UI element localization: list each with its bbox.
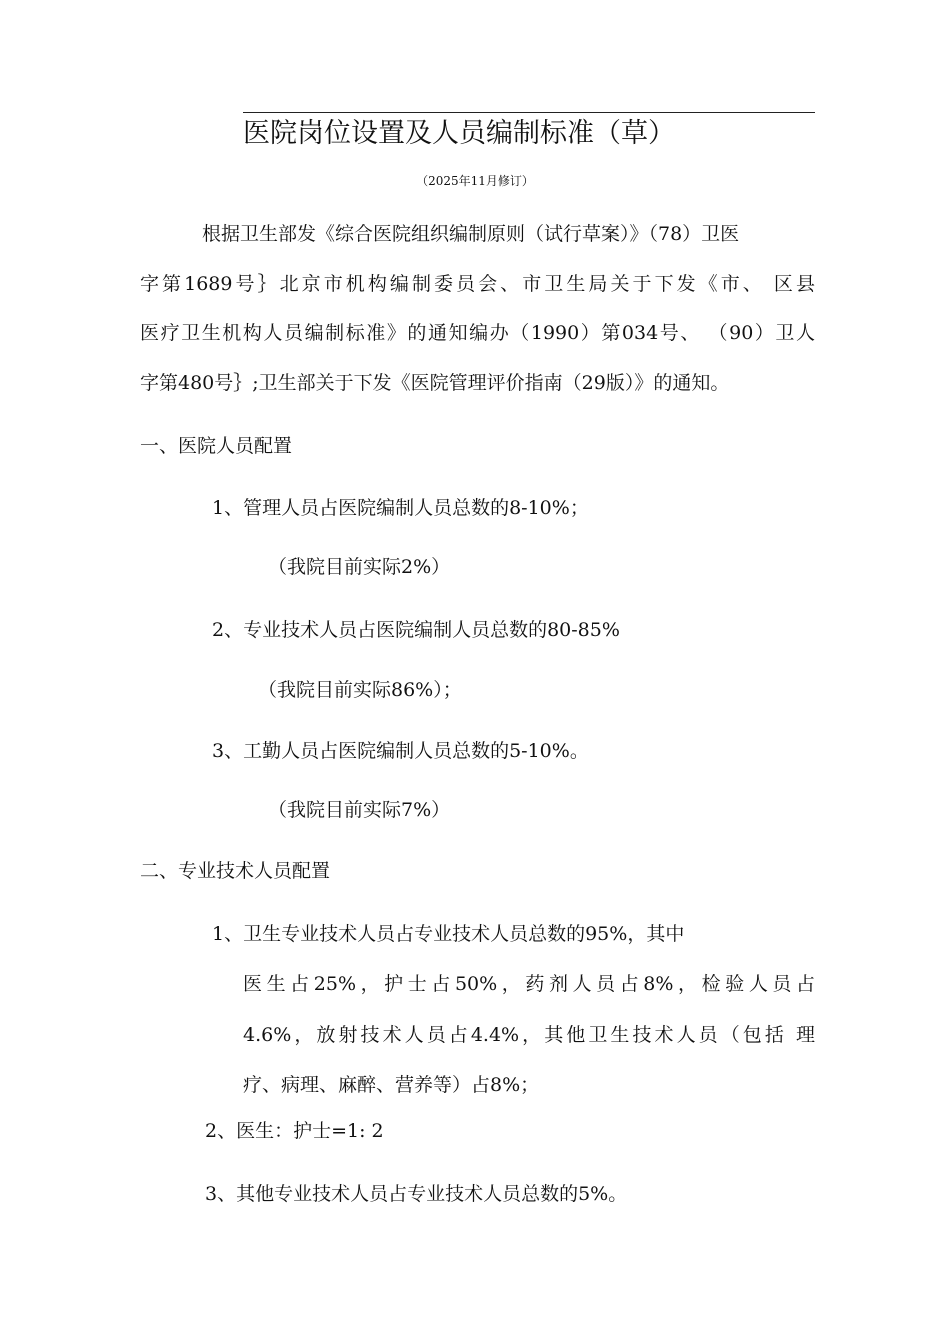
intro-line-1: 根据卫生部发《综合医院组织编制原则（试行草案）》（78）卫医 — [202, 223, 740, 245]
section1-item-3-note: （我院目前实际7%） — [268, 799, 451, 821]
intro-line-2: 字第1689号｝北京市机构编制委员会、市卫生局关于下发《市、 区县 — [140, 273, 815, 295]
section1-heading: 一、医院人员配置 — [140, 435, 293, 457]
section2-item-1-line-4: 疗、病理、麻醉、营养等）占8%； — [243, 1074, 540, 1096]
section1-item-3: 3、工勤人员占医院编制人员总数的5-10%。 — [212, 740, 589, 762]
section2-item-2: 2、医生：护士=1: 2 — [205, 1120, 384, 1142]
intro-line-4: 字第480号｝;卫生部关于下发《医院管理评价指南（29版）》的通知。 — [140, 372, 730, 394]
section2-heading: 二、专业技术人员配置 — [140, 860, 331, 882]
section1-item-1-note: （我院目前实际2%） — [268, 556, 451, 578]
section1-item-1: 1、管理人员占医院编制人员总数的8-10%； — [212, 497, 589, 519]
section2-item-1-line-3: 4.6%，放射技术人员占4.4%，其他卫生技术人员（包括 理 — [243, 1024, 815, 1046]
section2-item-1-line-2: 医生占25%，护士占50%，药剂人员占8%，检验人员占 — [243, 973, 815, 995]
document-title: 医院岗位设置及人员编制标准（草） — [243, 118, 675, 149]
section2-item-3: 3、其他专业技术人员占专业技术人员总数的5%。 — [205, 1183, 628, 1205]
section2-item-1-line-1: 1、卫生专业技术人员占专业技术人员总数的95%，其中 — [212, 923, 685, 945]
document-subtitle: （2025年11月修订） — [416, 174, 534, 188]
header-rule — [243, 112, 815, 113]
section1-item-2-note: （我院目前实际86%）； — [258, 679, 462, 701]
intro-line-3: 医疗卫生机构人员编制标准》的通知编办（1990）第034号、 （90）卫人 — [140, 322, 815, 344]
section1-item-2: 2、专业技术人员占医院编制人员总数的80-85% — [212, 619, 620, 641]
